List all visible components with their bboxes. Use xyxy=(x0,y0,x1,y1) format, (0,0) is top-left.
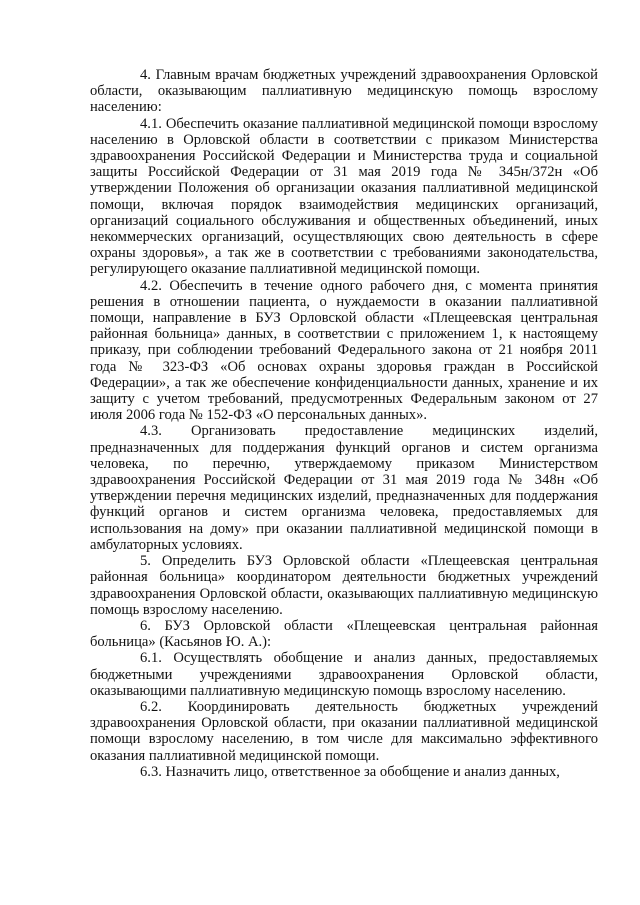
paragraph-6: 6. БУЗ Орловской области «Плещеевская центральная районная больница» (Касьянов Ю. А.): xyxy=(90,617,598,651)
paragraph-4-3: 4.3. Организовать предоставление медицинских изделий, предназначенных для поддержания функций органов и систем организма человека, по перечню, утверждаемому приказом Министерством здравоохранения Российской Федерации от 31 мая 2019 года № 348н «Об утверждении перечня медицинских изделий, предназначенных для поддержания функций органов и систем организма человека, предоставляемых для использования на дому» при оказании паллиативной медицинской помощи в амбулаторных условиях. xyxy=(90,423,598,553)
paragraph-6-1: 6.1. Осуществлять обобщение и анализ данных, предоставляемых бюджетными учреждениями здравоохранения Орловской области, оказывающими паллиативную медицинскую помощь взрослому населению. xyxy=(90,650,598,699)
paragraph-4-1: 4.1. Обеспечить оказание паллиативной медицинской помощи взрослому населению в Орловской области в соответствии с приказом Министерства здравоохранения Российской Федерации и Министерства труда и социальной защиты Российской Федерации от 31 мая 2019 года № 345н/372н «Об утверждении Положения об организации оказания паллиативной медицинской помощи, включая порядок взаимодействия медицинских организаций, организаций социального обслуживания и общественных объединений, иных некоммерческих организаций, осуществляющих свою деятельность в сфере охраны здоровья», а так же в соответствии с требованиями законодательства, регулирующего оказание паллиативной медицинской помощи. xyxy=(90,115,598,278)
paragraph-4: 4. Главным врачам бюджетных учреждений здравоохранения Орловской области, оказывающим паллиативную медицинскую помощь взрослому населению: xyxy=(90,67,598,116)
paragraph-4-2: 4.2. Обеспечить в течение одного рабочего дня, с момента принятия решения в отношении пациента, о нуждаемости в оказании паллиативной помощи, направление в БУЗ Орловской области «Плещеевская центральная районная больница» данных, в соответствии с приложением 1, к настоящему приказу, при соблюдении требований Федерального закона от 21 ноября 2011 года № 323-ФЗ «Об основах охраны здоровья граждан в Российской Федерации», а так же обеспечение конфиденциальности данных, хранение и их защиту с учетом требований, предусмотренных Федеральным законом от 27 июля 2006 года № 152-ФЗ «О персональных данных». xyxy=(90,277,598,424)
paragraph-6-2: 6.2. Координировать деятельность бюджетных учреждений здравоохранения Орловской области, при оказании паллиативной медицинской помощи взрослому населению, в том числе для максимально эффективного оказания паллиативной медицинской помощи. xyxy=(90,698,598,764)
paragraph-6-3: 6.3. Назначить лицо, ответственное за обобщение и анализ данных, xyxy=(140,763,560,780)
paragraph-5: 5. Определить БУЗ Орловской области «Плещеевская центральная районная больница» координатором деятельности бюджетных учреждений здравоохранения Орловской области, оказывающих паллиативную медицинскую помощь взрослому населению. xyxy=(90,553,598,618)
document-body xyxy=(90,67,598,780)
